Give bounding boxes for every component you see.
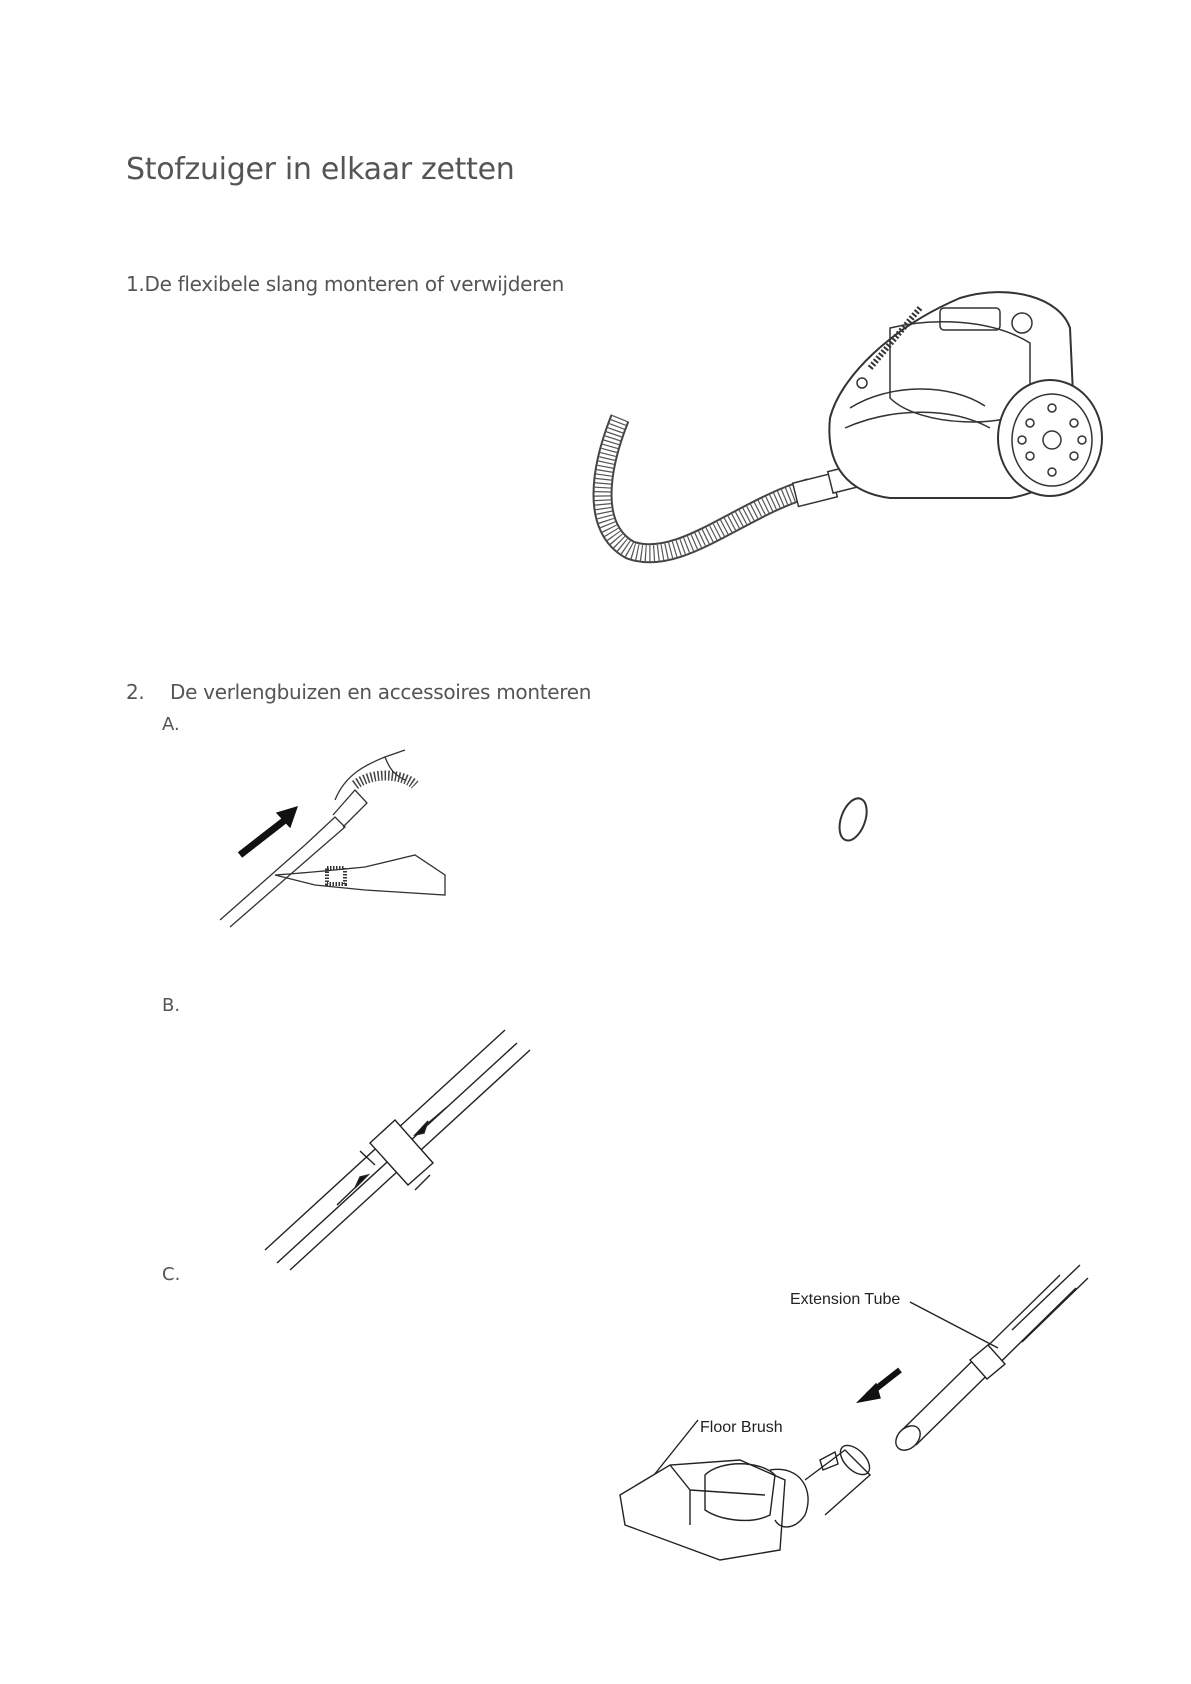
vacuum-hose-illustration — [590, 288, 1120, 578]
step-b-label: B. — [162, 995, 181, 1016]
page-title: Stofzuiger in elkaar zetten — [126, 152, 515, 187]
step-c-label: C. — [162, 1264, 181, 1285]
step-c-illustration — [610, 1260, 1090, 1570]
section-2-heading: De verlengbuizen en accessoires monteren — [170, 680, 592, 704]
floor-brush-label: Floor Brush — [700, 1419, 783, 1436]
step-a-label: A. — [162, 714, 180, 735]
step-b-illustration — [265, 1025, 535, 1270]
section-2-number: 2. — [126, 680, 145, 704]
extension-tube-label: Extension Tube — [790, 1291, 901, 1308]
step-a-illustration — [215, 745, 455, 935]
section-1-heading: 1.De flexibele slang monteren of verwijderen — [126, 272, 564, 296]
